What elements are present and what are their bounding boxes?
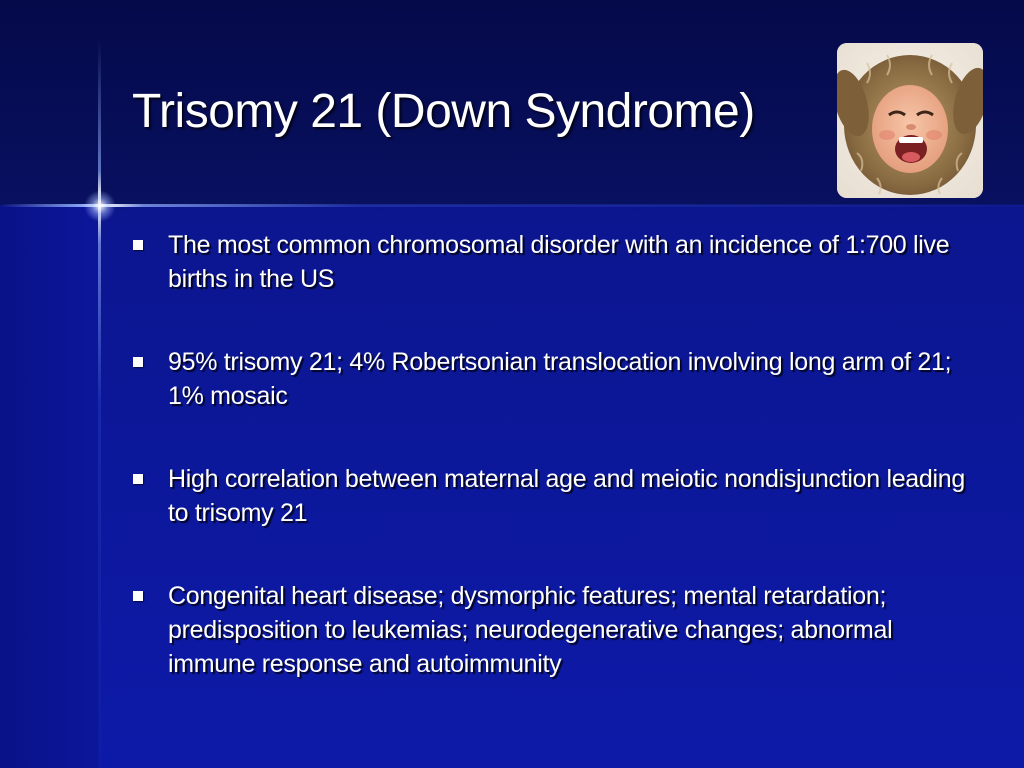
square-bullet-icon — [133, 591, 143, 601]
child-photo — [837, 43, 983, 198]
child-photo-illustration — [837, 43, 983, 198]
bullet-item — [130, 462, 970, 530]
lens-flare-glow — [84, 190, 116, 222]
square-bullet-icon — [133, 474, 143, 484]
lens-flare-vertical — [98, 40, 101, 768]
bullet-text: Congenital heart disease; dysmorphic features; mental retardation; predisposition to leukemias; neurodegenerative changes; abnormal immune response and autoimmunity — [168, 582, 893, 678]
bullet-list — [130, 228, 970, 730]
square-bullet-icon — [133, 240, 143, 250]
lens-flare-horizontal — [0, 204, 1024, 207]
bullet-item — [130, 345, 970, 413]
slide-title: Trisomy 21 (Down Syndrome) — [132, 85, 755, 138]
bullet-item — [130, 579, 970, 681]
left-strip — [0, 205, 100, 768]
bullet-item — [130, 228, 970, 296]
bullet-text: High correlation between maternal age and meiotic nondisjunction leading to trisomy 21 — [168, 465, 965, 527]
bullet-text: 95% trisomy 21; 4% Robertsonian translocation involving long arm of 21; 1% mosaic — [168, 348, 952, 410]
bullet-text: The most common chromosomal disorder with an incidence of 1:700 live births in the US — [168, 231, 950, 293]
square-bullet-icon — [133, 357, 143, 367]
